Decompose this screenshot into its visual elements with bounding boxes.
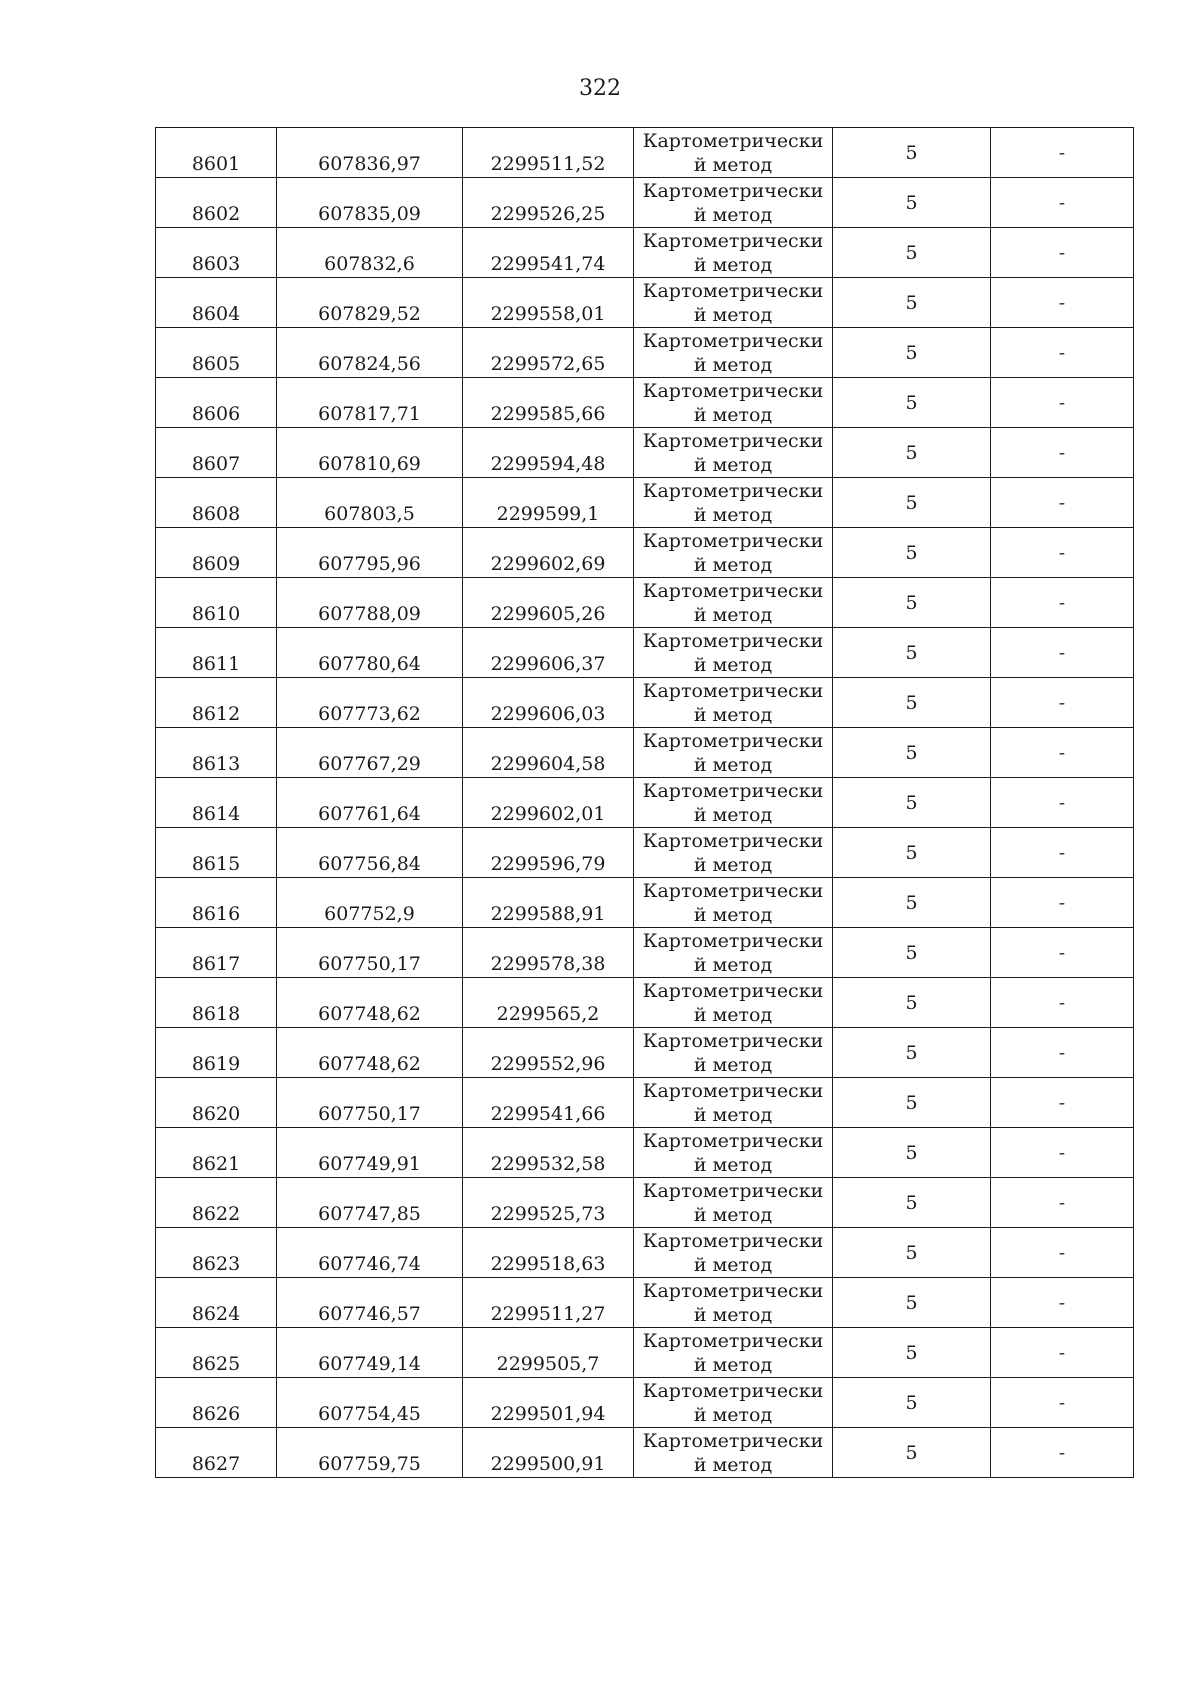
point-number-cell: 8621 xyxy=(156,1128,277,1178)
x-coordinate-cell: 607795,96 xyxy=(277,528,463,578)
method-text-line2: й метод xyxy=(693,903,773,926)
method-text-line2: й метод xyxy=(693,1053,773,1076)
method-text-line1: Картометрически xyxy=(642,1079,824,1102)
y-coordinate-cell: 2299606,37 xyxy=(463,628,634,678)
method-text-line2: й метод xyxy=(693,553,773,576)
method-text-line1: Картометрически xyxy=(642,1179,824,1202)
table-row xyxy=(156,228,1134,278)
accuracy-cell: 5 xyxy=(833,1028,991,1078)
point-number-cell: 8612 xyxy=(156,678,277,728)
method-text-line1: Картометрически xyxy=(642,979,824,1002)
table-row xyxy=(156,178,1134,228)
x-coordinate-cell: 607835,09 xyxy=(277,178,463,228)
method-text-line2: й метод xyxy=(693,953,773,976)
point-number-cell: 8626 xyxy=(156,1378,277,1428)
method-cell xyxy=(634,1428,833,1478)
table-row xyxy=(156,1278,1134,1328)
method-text-line2: й метод xyxy=(693,603,773,626)
y-coordinate-cell: 2299585,66 xyxy=(463,378,634,428)
point-number-cell: 8620 xyxy=(156,1078,277,1128)
y-coordinate-cell: 2299511,27 xyxy=(463,1278,634,1328)
method-text-line2: й метод xyxy=(693,1153,773,1176)
method-text-line2: й метод xyxy=(693,803,773,826)
method-cell xyxy=(634,628,833,678)
point-number-cell: 8605 xyxy=(156,328,277,378)
method-text-line1: Картометрически xyxy=(642,779,824,802)
table-row xyxy=(156,428,1134,478)
note-cell: - xyxy=(991,578,1134,628)
y-coordinate-cell: 2299532,58 xyxy=(463,1128,634,1178)
method-text-line1: Картометрически xyxy=(642,829,824,852)
y-coordinate-cell: 2299588,91 xyxy=(463,878,634,928)
x-coordinate-cell: 607836,97 xyxy=(277,128,463,178)
table-row xyxy=(156,278,1134,328)
method-cell xyxy=(634,678,833,728)
x-coordinate-cell: 607810,69 xyxy=(277,428,463,478)
method-cell xyxy=(634,1178,833,1228)
method-cell xyxy=(634,128,833,178)
y-coordinate-cell: 2299552,96 xyxy=(463,1028,634,1078)
method-cell xyxy=(634,1328,833,1378)
method-cell xyxy=(634,428,833,478)
accuracy-cell: 5 xyxy=(833,1328,991,1378)
note-cell: - xyxy=(991,1328,1134,1378)
accuracy-cell: 5 xyxy=(833,678,991,728)
note-cell: - xyxy=(991,228,1134,278)
method-text-line1: Картометрически xyxy=(642,379,824,402)
note-cell: - xyxy=(991,1078,1134,1128)
point-number-cell: 8610 xyxy=(156,578,277,628)
accuracy-cell: 5 xyxy=(833,1278,991,1328)
y-coordinate-cell: 2299518,63 xyxy=(463,1228,634,1278)
method-text-line2: й метод xyxy=(693,753,773,776)
method-text-line2: й метод xyxy=(693,353,773,376)
accuracy-cell: 5 xyxy=(833,578,991,628)
method-text-line1: Картометрически xyxy=(642,879,824,902)
x-coordinate-cell: 607773,62 xyxy=(277,678,463,728)
method-text-line2: й метод xyxy=(693,153,773,176)
x-coordinate-cell: 607832,6 xyxy=(277,228,463,278)
note-cell: - xyxy=(991,1228,1134,1278)
table-row xyxy=(156,1428,1134,1478)
method-text-line1: Картометрически xyxy=(642,1429,824,1452)
method-cell xyxy=(634,1228,833,1278)
x-coordinate-cell: 607817,71 xyxy=(277,378,463,428)
table-row xyxy=(156,628,1134,678)
y-coordinate-cell: 2299541,74 xyxy=(463,228,634,278)
table-row xyxy=(156,1328,1134,1378)
x-coordinate-cell: 607829,52 xyxy=(277,278,463,328)
accuracy-cell: 5 xyxy=(833,1378,991,1428)
x-coordinate-cell: 607754,45 xyxy=(277,1378,463,1428)
point-number-cell: 8624 xyxy=(156,1278,277,1328)
note-cell: - xyxy=(991,1278,1134,1328)
table-row xyxy=(156,1178,1134,1228)
point-number-cell: 8611 xyxy=(156,628,277,678)
accuracy-cell: 5 xyxy=(833,428,991,478)
point-number-cell: 8616 xyxy=(156,878,277,928)
note-cell: - xyxy=(991,828,1134,878)
y-coordinate-cell: 2299500,91 xyxy=(463,1428,634,1478)
note-cell: - xyxy=(991,278,1134,328)
method-text-line2: й метод xyxy=(693,1453,773,1476)
accuracy-cell: 5 xyxy=(833,1178,991,1228)
table-row xyxy=(156,1028,1134,1078)
note-cell: - xyxy=(991,928,1134,978)
note-cell: - xyxy=(991,878,1134,928)
y-coordinate-cell: 2299501,94 xyxy=(463,1378,634,1428)
method-text-line1: Картометрически xyxy=(642,629,824,652)
method-cell xyxy=(634,578,833,628)
y-coordinate-cell: 2299572,65 xyxy=(463,328,634,378)
y-coordinate-cell: 2299511,52 xyxy=(463,128,634,178)
point-number-cell: 8625 xyxy=(156,1328,277,1378)
method-text-line1: Картометрически xyxy=(642,679,824,702)
page-number: 322 xyxy=(579,76,621,101)
method-text-line1: Картометрически xyxy=(642,1129,824,1152)
method-text-line2: й метод xyxy=(693,1353,773,1376)
accuracy-cell: 5 xyxy=(833,378,991,428)
point-number-cell: 8604 xyxy=(156,278,277,328)
table-row xyxy=(156,478,1134,528)
method-cell xyxy=(634,1128,833,1178)
method-text-line1: Картометрически xyxy=(642,1329,824,1352)
accuracy-cell: 5 xyxy=(833,1228,991,1278)
note-cell: - xyxy=(991,128,1134,178)
method-text-line1: Картометрически xyxy=(642,729,824,752)
method-text-line1: Картометрически xyxy=(642,279,824,302)
coordinates-table-body xyxy=(156,128,1134,1478)
accuracy-cell: 5 xyxy=(833,1128,991,1178)
method-cell xyxy=(634,228,833,278)
accuracy-cell: 5 xyxy=(833,928,991,978)
x-coordinate-cell: 607746,57 xyxy=(277,1278,463,1328)
note-cell: - xyxy=(991,1428,1134,1478)
note-cell: - xyxy=(991,628,1134,678)
point-number-cell: 8622 xyxy=(156,1178,277,1228)
x-coordinate-cell: 607746,74 xyxy=(277,1228,463,1278)
table-row xyxy=(156,878,1134,928)
method-cell xyxy=(634,1278,833,1328)
x-coordinate-cell: 607824,56 xyxy=(277,328,463,378)
table-row xyxy=(156,1128,1134,1178)
method-text-line1: Картометрически xyxy=(642,529,824,552)
x-coordinate-cell: 607752,9 xyxy=(277,878,463,928)
point-number-cell: 8623 xyxy=(156,1228,277,1278)
method-text-line1: Картометрически xyxy=(642,229,824,252)
x-coordinate-cell: 607788,09 xyxy=(277,578,463,628)
point-number-cell: 8618 xyxy=(156,978,277,1028)
accuracy-cell: 5 xyxy=(833,1078,991,1128)
point-number-cell: 8617 xyxy=(156,928,277,978)
x-coordinate-cell: 607747,85 xyxy=(277,1178,463,1228)
coordinates-table xyxy=(155,127,1134,1478)
x-coordinate-cell: 607750,17 xyxy=(277,928,463,978)
y-coordinate-cell: 2299599,1 xyxy=(463,478,634,528)
x-coordinate-cell: 607761,64 xyxy=(277,778,463,828)
y-coordinate-cell: 2299594,48 xyxy=(463,428,634,478)
table-row xyxy=(156,1378,1134,1428)
method-cell xyxy=(634,728,833,778)
y-coordinate-cell: 2299541,66 xyxy=(463,1078,634,1128)
table-row xyxy=(156,378,1134,428)
note-cell: - xyxy=(991,478,1134,528)
method-text-line1: Картометрически xyxy=(642,1229,824,1252)
note-cell: - xyxy=(991,428,1134,478)
accuracy-cell: 5 xyxy=(833,328,991,378)
y-coordinate-cell: 2299505,7 xyxy=(463,1328,634,1378)
method-cell xyxy=(634,278,833,328)
method-text-line2: й метод xyxy=(693,253,773,276)
point-number-cell: 8601 xyxy=(156,128,277,178)
y-coordinate-cell: 2299558,01 xyxy=(463,278,634,328)
accuracy-cell: 5 xyxy=(833,478,991,528)
method-text-line2: й метод xyxy=(693,453,773,476)
method-text-line1: Картометрически xyxy=(642,129,824,152)
method-cell xyxy=(634,1028,833,1078)
point-number-cell: 8619 xyxy=(156,1028,277,1078)
method-text-line2: й метод xyxy=(693,653,773,676)
x-coordinate-cell: 607748,62 xyxy=(277,1028,463,1078)
method-text-line2: й метод xyxy=(693,403,773,426)
method-cell xyxy=(634,828,833,878)
method-text-line2: й метод xyxy=(693,1203,773,1226)
note-cell: - xyxy=(991,328,1134,378)
point-number-cell: 8614 xyxy=(156,778,277,828)
table-row xyxy=(156,128,1134,178)
accuracy-cell: 5 xyxy=(833,828,991,878)
point-number-cell: 8606 xyxy=(156,378,277,428)
point-number-cell: 8607 xyxy=(156,428,277,478)
method-text-line1: Картометрически xyxy=(642,579,824,602)
accuracy-cell: 5 xyxy=(833,178,991,228)
method-cell xyxy=(634,928,833,978)
point-number-cell: 8603 xyxy=(156,228,277,278)
note-cell: - xyxy=(991,1028,1134,1078)
note-cell: - xyxy=(991,178,1134,228)
table-row xyxy=(156,828,1134,878)
table-row xyxy=(156,728,1134,778)
y-coordinate-cell: 2299526,25 xyxy=(463,178,634,228)
note-cell: - xyxy=(991,1378,1134,1428)
x-coordinate-cell: 607749,14 xyxy=(277,1328,463,1378)
table-row xyxy=(156,928,1134,978)
method-cell xyxy=(634,1378,833,1428)
method-text-line1: Картометрически xyxy=(642,479,824,502)
x-coordinate-cell: 607748,62 xyxy=(277,978,463,1028)
method-cell xyxy=(634,328,833,378)
table-row xyxy=(156,328,1134,378)
method-text-line2: й метод xyxy=(693,503,773,526)
note-cell: - xyxy=(991,528,1134,578)
x-coordinate-cell: 607767,29 xyxy=(277,728,463,778)
method-cell xyxy=(634,978,833,1028)
table-row xyxy=(156,1228,1134,1278)
point-number-cell: 8609 xyxy=(156,528,277,578)
x-coordinate-cell: 607803,5 xyxy=(277,478,463,528)
accuracy-cell: 5 xyxy=(833,1428,991,1478)
point-number-cell: 8608 xyxy=(156,478,277,528)
x-coordinate-cell: 607749,91 xyxy=(277,1128,463,1178)
accuracy-cell: 5 xyxy=(833,228,991,278)
method-cell xyxy=(634,878,833,928)
table-row xyxy=(156,978,1134,1028)
accuracy-cell: 5 xyxy=(833,628,991,678)
y-coordinate-cell: 2299578,38 xyxy=(463,928,634,978)
y-coordinate-cell: 2299525,73 xyxy=(463,1178,634,1228)
note-cell: - xyxy=(991,978,1134,1028)
point-number-cell: 8602 xyxy=(156,178,277,228)
method-cell xyxy=(634,178,833,228)
method-text-line2: й метод xyxy=(693,1253,773,1276)
method-text-line2: й метод xyxy=(693,1403,773,1426)
method-text-line1: Картометрически xyxy=(642,329,824,352)
method-cell xyxy=(634,1078,833,1128)
table-row xyxy=(156,678,1134,728)
method-text-line1: Картометрически xyxy=(642,1029,824,1052)
method-cell xyxy=(634,528,833,578)
x-coordinate-cell: 607756,84 xyxy=(277,828,463,878)
method-text-line1: Картометрически xyxy=(642,429,824,452)
point-number-cell: 8613 xyxy=(156,728,277,778)
x-coordinate-cell: 607759,75 xyxy=(277,1428,463,1478)
method-cell xyxy=(634,478,833,528)
method-text-line2: й метод xyxy=(693,853,773,876)
table-row xyxy=(156,528,1134,578)
y-coordinate-cell: 2299604,58 xyxy=(463,728,634,778)
table-row xyxy=(156,1078,1134,1128)
y-coordinate-cell: 2299596,79 xyxy=(463,828,634,878)
accuracy-cell: 5 xyxy=(833,528,991,578)
x-coordinate-cell: 607780,64 xyxy=(277,628,463,678)
accuracy-cell: 5 xyxy=(833,878,991,928)
table-row xyxy=(156,578,1134,628)
note-cell: - xyxy=(991,728,1134,778)
method-text-line1: Картометрически xyxy=(642,1379,824,1402)
y-coordinate-cell: 2299602,01 xyxy=(463,778,634,828)
y-coordinate-cell: 2299606,03 xyxy=(463,678,634,728)
method-cell xyxy=(634,778,833,828)
method-text-line2: й метод xyxy=(693,303,773,326)
accuracy-cell: 5 xyxy=(833,728,991,778)
method-cell xyxy=(634,378,833,428)
y-coordinate-cell: 2299565,2 xyxy=(463,978,634,1028)
y-coordinate-cell: 2299605,26 xyxy=(463,578,634,628)
table-row xyxy=(156,778,1134,828)
method-text-line2: й метод xyxy=(693,1103,773,1126)
point-number-cell: 8615 xyxy=(156,828,277,878)
note-cell: - xyxy=(991,378,1134,428)
accuracy-cell: 5 xyxy=(833,778,991,828)
method-text-line1: Картометрически xyxy=(642,929,824,952)
method-text-line2: й метод xyxy=(693,1003,773,1026)
note-cell: - xyxy=(991,778,1134,828)
y-coordinate-cell: 2299602,69 xyxy=(463,528,634,578)
note-cell: - xyxy=(991,1178,1134,1228)
method-text-line1: Картометрически xyxy=(642,179,824,202)
note-cell: - xyxy=(991,1128,1134,1178)
accuracy-cell: 5 xyxy=(833,128,991,178)
method-text-line2: й метод xyxy=(693,203,773,226)
point-number-cell: 8627 xyxy=(156,1428,277,1478)
accuracy-cell: 5 xyxy=(833,978,991,1028)
x-coordinate-cell: 607750,17 xyxy=(277,1078,463,1128)
accuracy-cell: 5 xyxy=(833,278,991,328)
method-text-line1: Картометрически xyxy=(642,1279,824,1302)
method-text-line2: й метод xyxy=(693,703,773,726)
note-cell: - xyxy=(991,678,1134,728)
method-text-line2: й метод xyxy=(693,1303,773,1326)
